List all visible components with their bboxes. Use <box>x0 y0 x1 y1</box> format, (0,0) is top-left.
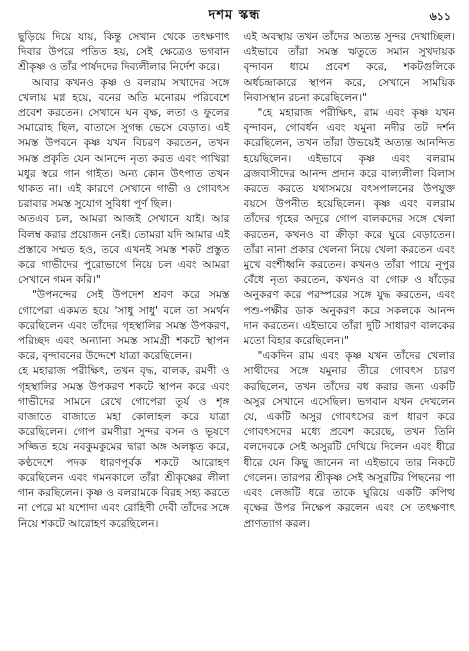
chapter-title: দশম স্কন্ধ <box>208 7 261 23</box>
paragraph: এই অবস্থায় তখন তাঁদের অত্যন্ত সুন্দর দেখাচ্ছিল। এইভাবে তাঁরা সমস্ত ঋতুতে সমান সুখদায়ক বৃন্দাবন ধামে প্রবেশ করে, শকটগুলিকে অর্ধচন্দ্রাকারে স্থাপন করে, সেখানে সাময়িক নিবাসস্থান রচনা করেছিলেন।" <box>243 31 455 104</box>
left-column <box>18 30 230 641</box>
right-column <box>244 30 456 641</box>
paragraph: "উপনন্দের সেই উপদেশ শ্রবণ করে সমস্ত গোপেরা একমত হয়ে 'সাধু সাধু' বলে তা সমর্থন করেছিলেন এবং তাঁদের গৃহস্থালির সমস্ত উপকরণ, পরিচ্ছদ এবং অন্যান্য সমস্ত সামগ্রী শকটে স্থাপন করে, বৃন্দাবনের উদ্দেশে যাত্রা করেছিলেন। <box>18 289 230 363</box>
paragraph: হে মহারাজ পরীক্ষিৎ, তখন বৃদ্ধ, বালক, রমণী ও গৃহস্থালির সমস্ত উপকরণ শকটে স্থাপন করে এবং গাভীদের সামনে রেখে গোপেরা তূর্য ও শৃঙ্গ বাজাতে বাজাতে মহা কোলাহল করে যাত্রা করেছিলেন। গোপ রমণীরা সুন্দর বসন ও ভূষণে সজ্জিত হয়ে নবকুমকুমের দ্বারা অঙ্গ অলঙ্কৃত করে, কণ্ঠদেশে পদক ধারণপূর্বক শকটে আরোহণ করেছিলেন এবং গমনকালে তাঁরা শ্রীকৃষ্ণের লীলা গান করছিলেন। কৃষ্ণ ও বলরামকে বিরহ সহ্য করতে না পেরে মা যশোদা এবং রোহিণী দেবী তাঁদের সঙ্গে নিয়ে শকটে আরোহণ করেছিলেন। <box>18 365 230 530</box>
paragraph: অতএব চল, আমরা আজই সেখানে যাই। আর বিলম্ব করার প্রয়োজন নেই। তোমরা যদি আমার এই প্রস্তাবে সম্মত হও, তবে এখনই সমস্ত শকট প্রস্তুত করে গাভীদের পুরোভাগে নিয়ে চল এবং আমরা সেখানে গমন করি।" <box>18 213 230 287</box>
paragraph: "একদিন রাম এবং কৃষ্ণ যখন তাঁদের খেলার সাথীদের সঙ্গে যমুনার তীরে গোবৎস চারণ করছিলেন, তখন তাঁদের বধ করার জন্য একটি অসুর সেখানে এসেছিল। ভগবান যখন দেখলেন যে, একটি অসুর গোবৎসের রূপ ধারণ করে গোবৎসদের মধ্যে প্রবেশ করেছে, তখন তিনি বলদেবকে সেই অসুরটি দেখিয়ে দিলেন এবং ধীরে ধীরে যেন কিছু জানেন না এইভাবে তার নিকটে গেলেন। তারপর শ্রীকৃষ্ণ সেই অসুরটির পিছনের পা এবং লেজটি ধরে তাকে ঘুরিয়ে একটি কপিত্থ বৃক্ষের উপর নিক্ষেপ করলেন এবং সে তৎক্ষণাৎ প্রাণত্যাগ করল। <box>243 350 455 530</box>
paragraph: "হে মহারাজ পরীক্ষিৎ, রাম এবং কৃষ্ণ যখন বৃন্দাবন, গোবর্ধন এবং যমুনা নদীর তট দর্শন করেছিলেন, তখন তাঁরা উভয়েই অত্যন্ত আনন্দিত হয়েছিলেন। এইভাবে কৃষ্ণ এবং বলরাম ব্রজবাসীদের আনন্দ প্রদান করে বাল্যলীলা বিলাস করতে করতে যথাসময়ে বৎসপালনের উপযুক্ত বয়সে উপনীত হয়েছিলেন। কৃষ্ণ এবং বলরাম তাঁদের গৃহের অদূরে গোপ বালকদের সঙ্গে খেলা করতেন, কখনও বা ক্রীড়া করে ঘুরে বেড়াতেন। তাঁরা নানা প্রকার খেলনা নিয়ে খেলা করতেন এবং মুখে বংশীধ্বনি করতেন। কখনও তাঁরা পায়ে নূপুর বেঁধে নৃত্য করতেন, কখনও বা গোরু ও ষাঁড়ের অনুকরণ করে পরস্পরের সঙ্গে যুদ্ধ করতেন, এবং পশু-পক্ষীর ডাক অনুকরণ করে সকলকে আনন্দ দান করতেন। এইভাবে তাঁরা দুটি সাধারণ বালকের মতো বিহার করেছিলেন।" <box>243 107 455 348</box>
text-columns <box>18 30 455 641</box>
page-header <box>18 6 451 26</box>
page-number: ৬১১ <box>429 10 451 23</box>
paragraph: আবার কখনও কৃষ্ণ ও বলরাম সখাদের সঙ্গে খেলায় মগ্ন হয়ে, বনের অতি মনোরম পরিবেশে প্রবেশ করতেন। সেখানে ঘন বৃক্ষ, লতা ও ফুলের সমারোহ ছিল, বাতাসে সুগন্ধ ভেসে বেড়াত। এই সমস্ত উপবনে কৃষ্ণ যখন বিচরণ করতেন, তখন সমস্ত প্রকৃতি যেন আনন্দে নৃত্য করত এবং পাখিরা মধুর স্বরে গান গাইত। অন্য কোন উৎপাত তখন থাকত না। এই কারণে সেখানে গাভী ও গোবৎস চরাবার সমস্ত সুযোগ সুবিধা পূর্ণ ছিল। <box>18 76 230 211</box>
paragraph: ছুড়িয়ে দিয়ে যায়, কিন্তু সেখান থেকে তৎক্ষণাৎ দিবার উপরে পতিত হয়, সেই ক্ষেত্রেও ভগবান শ্রীকৃষ্ণ ও তাঁর পার্ষদদের দিব্যলীলার নির্দেশ করে। <box>18 31 230 74</box>
